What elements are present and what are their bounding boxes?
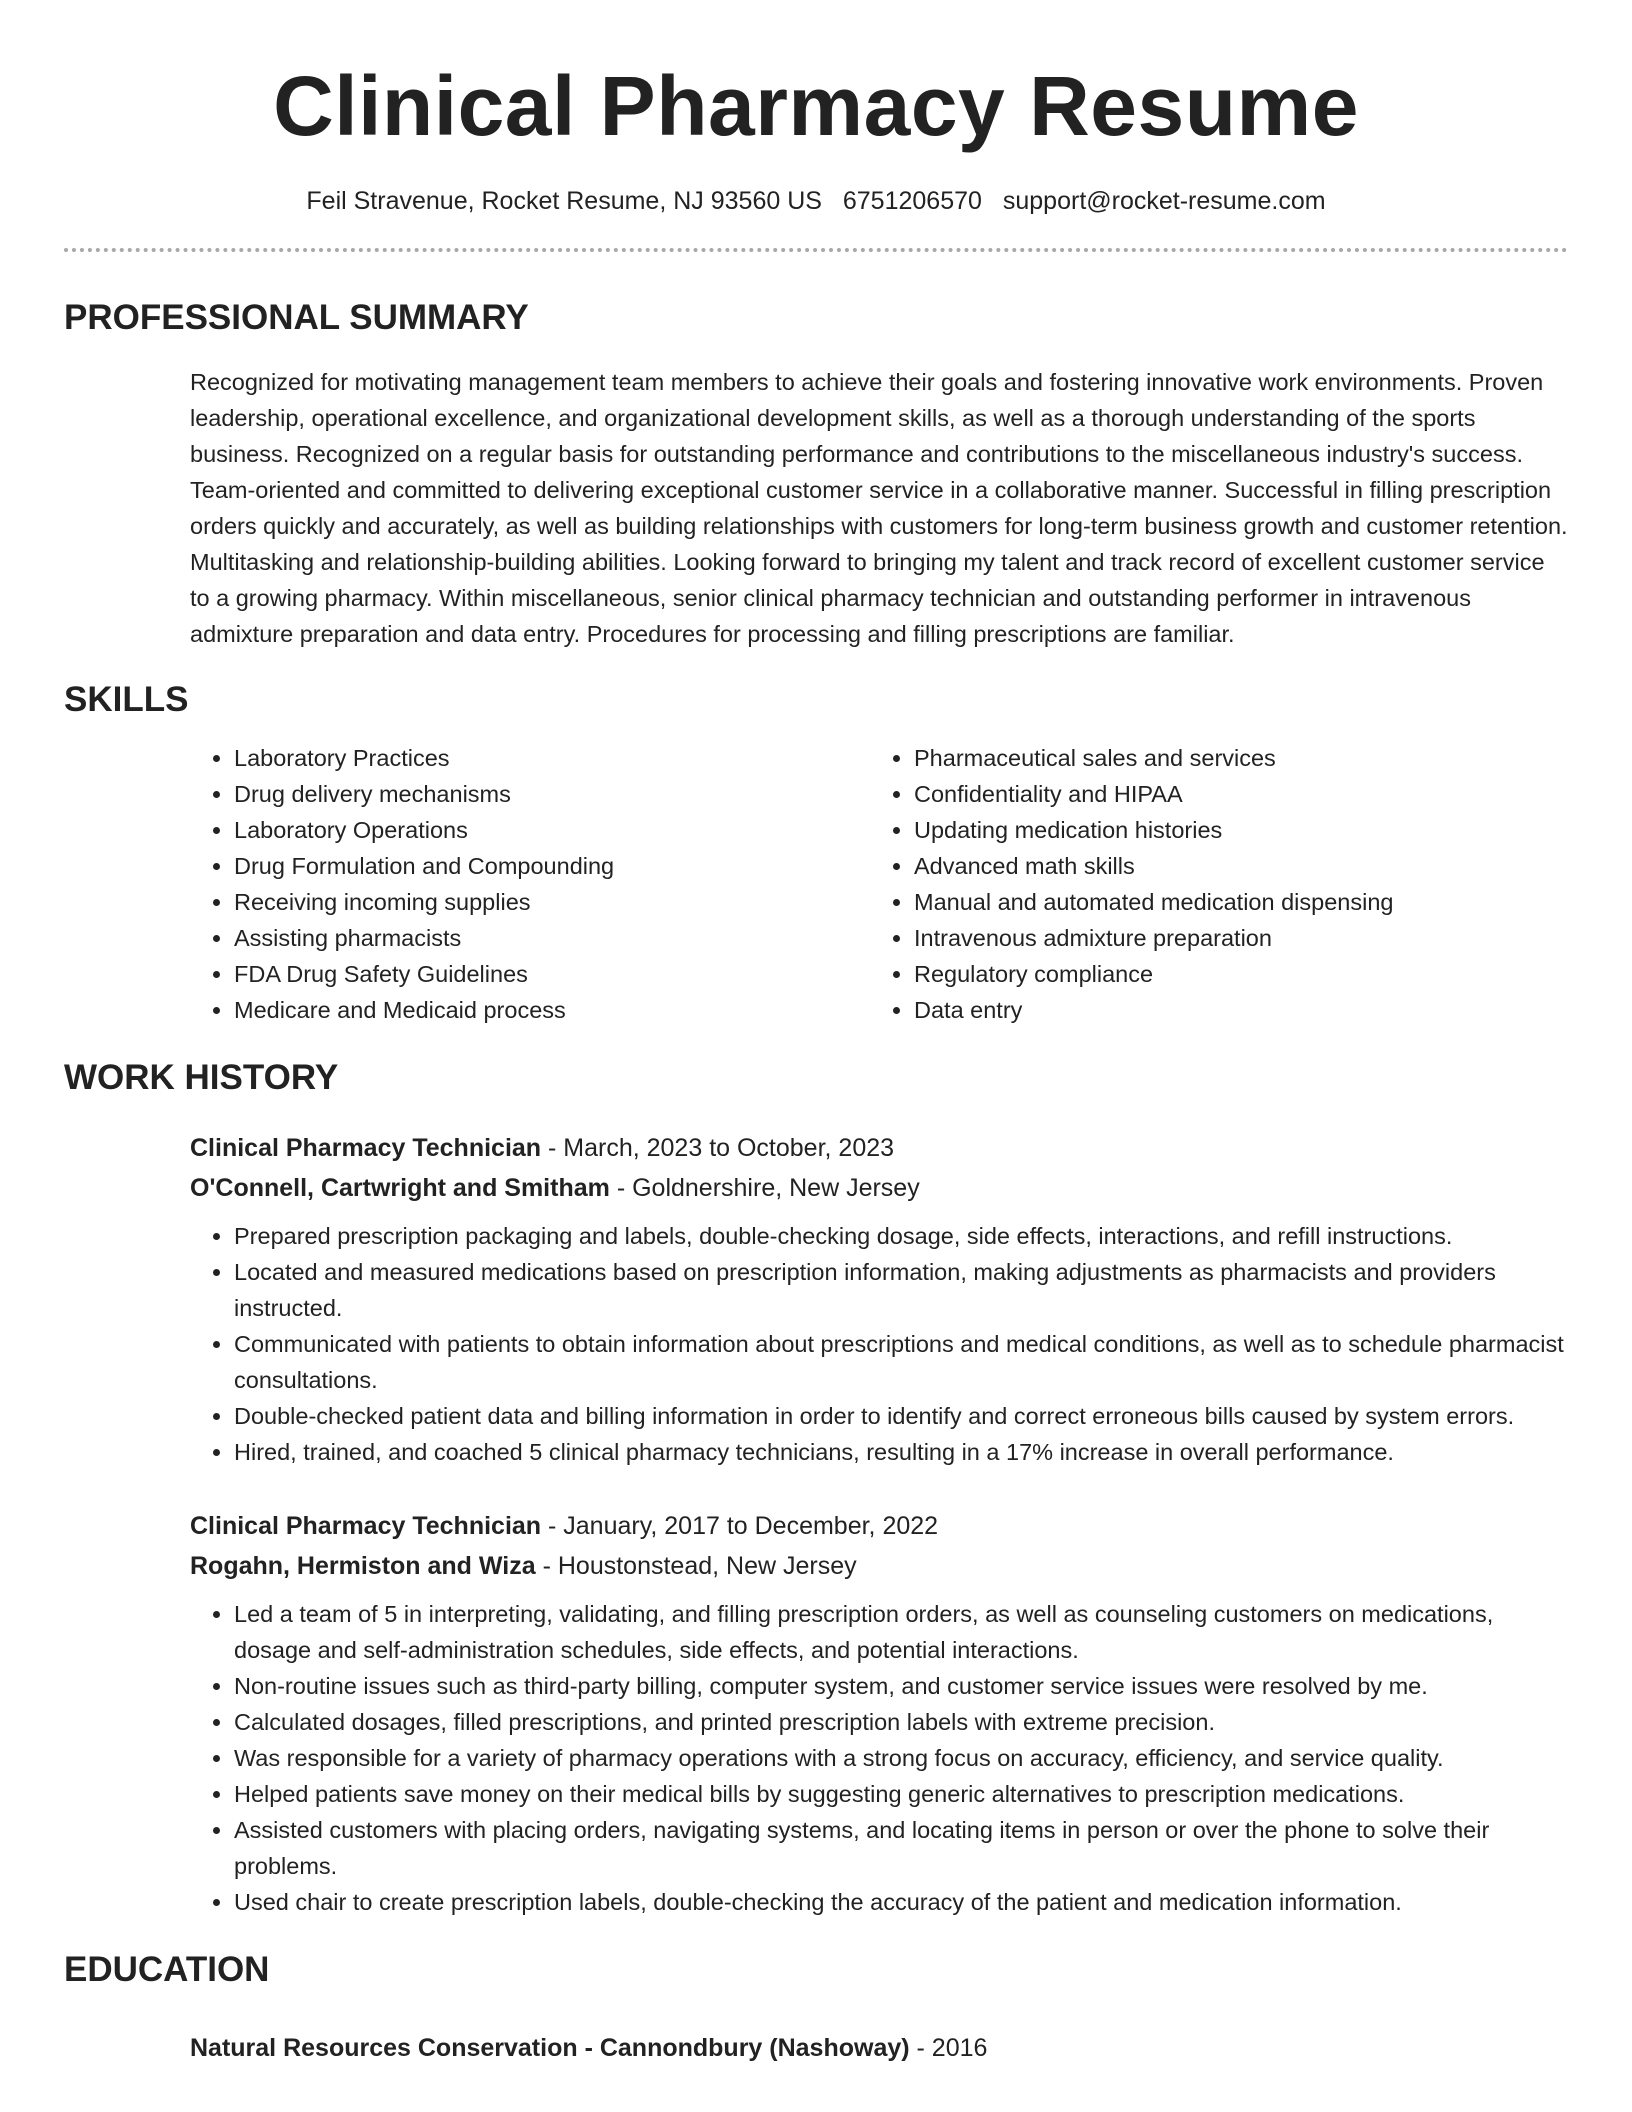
education-school: Natural Resources Conservation - Cannondbury (Nashoway) — [190, 2034, 910, 2062]
skill-item: • Manual and automated medication dispensing — [914, 884, 1568, 920]
job-dates: - March, 2023 to October, 2023 — [541, 1134, 895, 1162]
skill-item: • Confidentiality and HIPAA — [914, 776, 1568, 812]
skill-item: • Drug delivery mechanisms — [234, 776, 870, 812]
job-bullets — [190, 1596, 1568, 1920]
job-bullet: • Helped patients save money on their medical bills by suggesting generic alternatives to prescription medications. — [234, 1776, 1568, 1812]
job-bullet: • Hired, trained, and coached 5 clinical pharmacy technicians, resulting in a 17% increase in overall performance. — [234, 1434, 1568, 1470]
skill-item: • Advanced math skills — [914, 848, 1568, 884]
job-bullet: • Double-checked patient data and billing information in order to identify and correct erroneous bills caused by system errors. — [234, 1398, 1568, 1434]
skill-item: • Updating medication histories — [914, 812, 1568, 848]
summary-heading: PROFESSIONAL SUMMARY — [64, 298, 529, 337]
resume-title: Clinical Pharmacy Resume — [273, 59, 1359, 153]
summary-text: Recognized for motivating management team members to achieve their goals and fostering innovative work environments. Proven leadership, operational excellence, and organizational development skills, as well as a thorough understanding of the sports business. Recognized on a regular basis for outstanding performance and contributions to the miscellaneous industry's success. Team-oriented and committed to delivering exceptional customer service in a collaborative manner. Successful in filling prescription orders quickly and accurately, as well as building relationships with customers for long-term business growth and customer retention. Multitasking and relationship-building abilities. Looking forward to bringing my talent and track record of excellent customer service to a growing pharmacy. Within miscellaneous, senior clinical pharmacy technician and outstanding performer in intravenous admixture preparation and data entry. Procedures for processing and filling prescriptions are familiar. — [190, 369, 1568, 647]
skill-item: • Data entry — [914, 992, 1568, 1028]
job-location: - Houstonstead, New Jersey — [535, 1552, 857, 1580]
job-company: O'Connell, Cartwright and Smitham — [190, 1174, 610, 1202]
education-entry — [190, 2028, 1568, 2068]
job-bullets — [190, 1218, 1568, 1470]
job-title: Clinical Pharmacy Technician — [190, 1134, 542, 1162]
job-entry-2 — [190, 1506, 1568, 1920]
contact-address: Feil Stravenue, Rocket Resume, NJ 93560 US — [306, 187, 822, 215]
education-year: - 2016 — [909, 2034, 988, 2062]
job-company: Rogahn, Hermiston and Wiza — [190, 1552, 536, 1580]
job-entry-1 — [190, 1128, 1568, 1470]
contact-email: support@rocket-resume.com — [1002, 187, 1326, 215]
job-bullet: • Prepared prescription packaging and labels, double-checking dosage, side effects, interactions, and refill instructions. — [234, 1218, 1568, 1254]
skill-item: • Medicare and Medicaid process — [234, 992, 870, 1028]
job-bullet: • Calculated dosages, filled prescriptions, and printed prescription labels with extreme precision. — [234, 1704, 1568, 1740]
skill-item: • Regulatory compliance — [914, 956, 1568, 992]
header-divider — [64, 248, 1568, 252]
skills-column-right — [870, 740, 1568, 1028]
job-bullet: • Was responsible for a variety of pharmacy operations with a strong focus on accuracy, efficiency, and service quality. — [234, 1740, 1568, 1776]
job-title: Clinical Pharmacy Technician — [190, 1512, 542, 1540]
skill-item: • Drug Formulation and Compounding — [234, 848, 870, 884]
job-company-line — [190, 1546, 1568, 1586]
job-bullet: • Assisted customers with placing orders, navigating systems, and locating items in person or over the phone to solve their problems. — [234, 1812, 1568, 1884]
skill-item: • FDA Drug Safety Guidelines — [234, 956, 870, 992]
skills-column-left — [190, 740, 870, 1028]
job-bullet: • Used chair to create prescription labels, double-checking the accuracy of the patient and medication information. — [234, 1884, 1568, 1920]
job-title-line — [190, 1128, 1568, 1168]
skills-heading: SKILLS — [64, 680, 189, 719]
job-bullet: • Communicated with patients to obtain information about prescriptions and medical conditions, as well as to schedule pharmacist consultations. — [234, 1326, 1568, 1398]
job-bullet: • Led a team of 5 in interpreting, validating, and filling prescription orders, as well as counseling customers on medications, dosage and self-administration schedules, side effects, and potential interactions. — [234, 1596, 1568, 1668]
job-company-line — [190, 1168, 1568, 1208]
job-location: - Goldnershire, New Jersey — [609, 1174, 920, 1202]
skill-item: • Assisting pharmacists — [234, 920, 870, 956]
education-heading: EDUCATION — [64, 1950, 270, 1989]
skill-item: • Laboratory Practices — [234, 740, 870, 776]
skill-item: • Pharmaceutical sales and services — [914, 740, 1568, 776]
work-history-heading: WORK HISTORY — [64, 1058, 339, 1097]
skill-item: • Receiving incoming supplies — [234, 884, 870, 920]
contact-line — [64, 184, 1568, 218]
job-dates: - January, 2017 to December, 2022 — [541, 1512, 939, 1540]
job-bullet: • Located and measured medications based on prescription information, making adjustments as pharmacists and providers instructed. — [234, 1254, 1568, 1326]
skills-list — [190, 740, 1568, 1028]
skill-item: • Intravenous admixture preparation — [914, 920, 1568, 956]
job-title-line — [190, 1506, 1568, 1546]
contact-phone: 6751206570 — [842, 187, 982, 215]
skill-item: • Laboratory Operations — [234, 812, 870, 848]
job-bullet: • Non-routine issues such as third-party billing, computer system, and customer service issues were resolved by me. — [234, 1668, 1568, 1704]
